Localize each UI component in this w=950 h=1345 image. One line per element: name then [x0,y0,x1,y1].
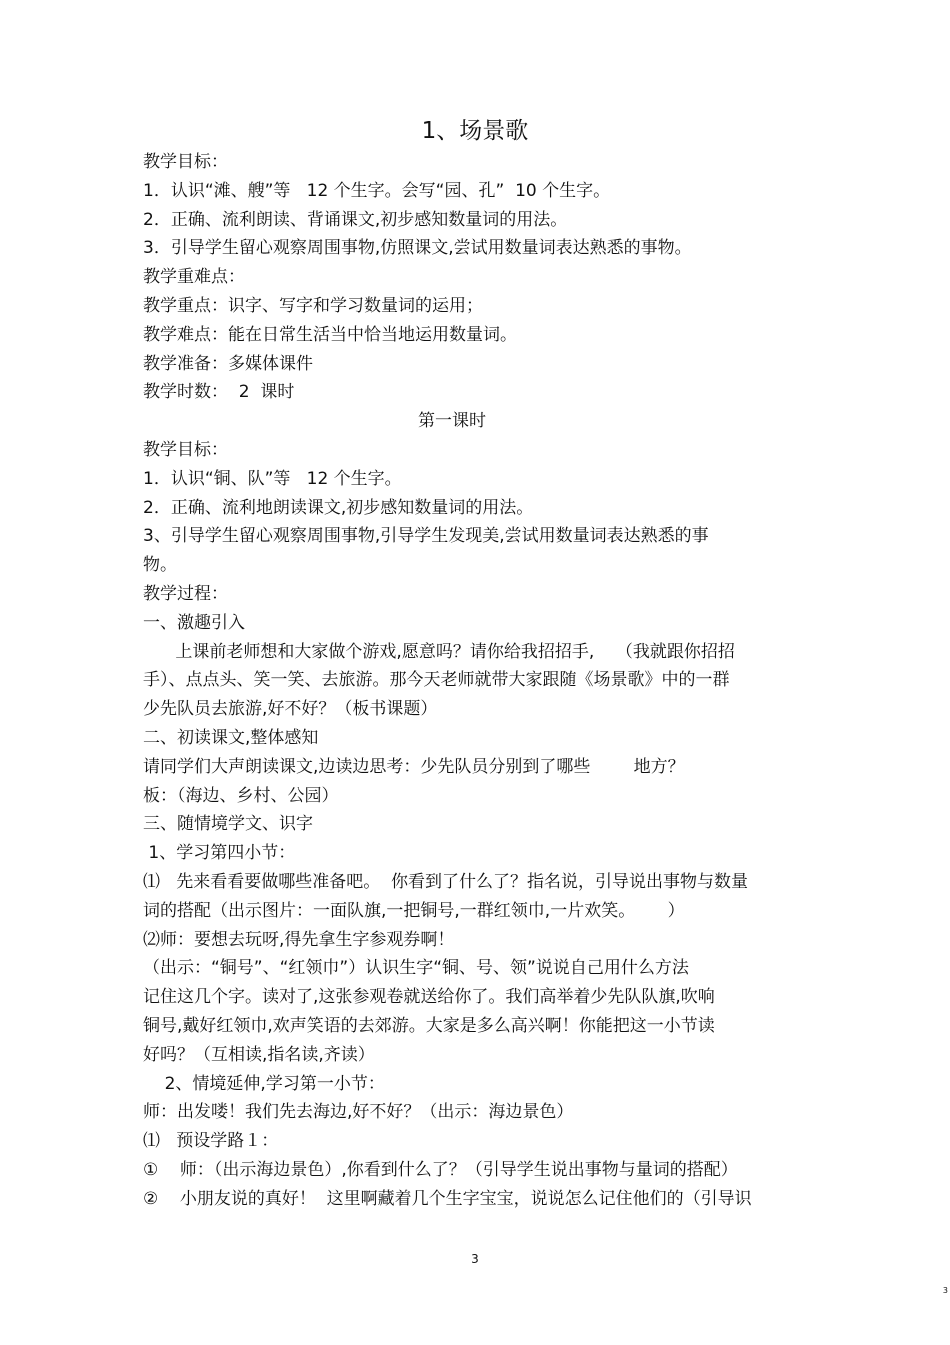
lesson-title: 1、场景歌 [421,118,529,144]
text-line: 师：出发喽！我们先去海边,好不好？（出示：海边景色） [143,1102,574,1123]
text-line: 板：（海边、乡村、公园） [143,785,339,806]
text-line: 词的搭配（出示图片：一面队旗,一把铜号,一群红领巾,一片欢笑。 ） [143,900,685,921]
text-line: ⑴ 先来看看要做哪些准备吧。 你看到了什么了？指名说，引导说出事物与数量 [143,871,749,892]
text-line: 1．认识“滩、艘”等 12 个生字。会写“园、孔” 10 个生字。 [143,180,611,201]
text-line: 2、情境延伸,学习第一小节： [143,1073,385,1094]
text-line: 教学目标： [143,152,228,172]
text-line: 上课前老师想和大家做个游戏,愿意吗？请你给我招招手, （我就跟你招招 [143,641,735,662]
text-line: 请同学们大声朗读课文,边读边思考：少先队员分别到了哪些 地方？ [143,756,685,777]
text-line: 记住这几个字。读对了,这张参观卷就送给你了。我们高举着少先队队旗,吹响 [143,987,715,1008]
text-line: 3．引导学生留心观察周围事物,仿照课文,尝试用数量词表达熟悉的事物。 [143,238,692,259]
text-line: ⑵师：要想去玩呀,得先拿生字参观券啊！ [143,929,455,950]
text-line: 好吗？（互相读,指名读,齐读） [143,1044,375,1065]
text-line: 铜号,戴好红领巾,欢声笑语的去郊游。大家是多么高兴啊！你能把这一小节读 [143,1015,715,1036]
text-line: 2．正确、流利朗读、背诵课文,初步感知数量词的用法。 [143,209,568,230]
text-line: 1．认识“铜、队”等 12 个生字。 [143,468,402,489]
text-line: 1、学习第四小节： [143,843,296,864]
text-line: 2．正确、流利地朗读课文,初步感知数量词的用法。 [143,497,534,518]
page-number: 3 [471,1252,479,1266]
text-line: 一、激趣引入 [143,612,245,633]
text-line: ② 小朋友说的真好！ 这里啊藏着几个生字宝宝，说说怎么记住他们的（引导识 [143,1188,752,1209]
text-line: （出示：“铜号”、“红领巾”）认识生字“铜、号、领”说说自己用什么方法 [143,958,689,979]
text-line: 手）、点点头、笑一笑、去旅游。那今天老师就带大家跟随《场景歌》中的一群 [143,670,730,691]
text-line: 3、引导学生留心观察周围事物,引导学生发现美,尝试用数量词表达熟悉的事 [143,526,709,547]
text-line: 教学过程： [143,583,228,604]
text-line: 教学准备：多媒体课件 [143,353,313,374]
text-line: 二、初读课文,整体感知 [143,727,319,748]
text-line: 教学目标： [143,439,228,460]
section-heading: 第一课时 [418,411,486,432]
text-line: 三、随情境学文、识字 [143,814,313,835]
text-line: 物。 [143,555,177,576]
corner-page-number: 3 [942,1286,948,1295]
text-line: 少先队员去旅游,好不好？（板书课题） [143,699,438,720]
lesson-body [143,148,793,1213]
text-line: 教学重难点： [143,267,245,288]
text-line: ⑴ 预设学路１： [143,1131,279,1152]
text-line: ① 师：（出示海边景色）,你看到什么了？（引导学生说出事物与量词的搭配） [143,1159,738,1180]
text-line: 教学重点：识字、写字和学习数量词的运用； [143,295,483,316]
text-line: 教学时数： 2 课时 [143,382,295,403]
text-line: 教学难点：能在日常生活当中恰当地运用数量词。 [143,324,517,345]
